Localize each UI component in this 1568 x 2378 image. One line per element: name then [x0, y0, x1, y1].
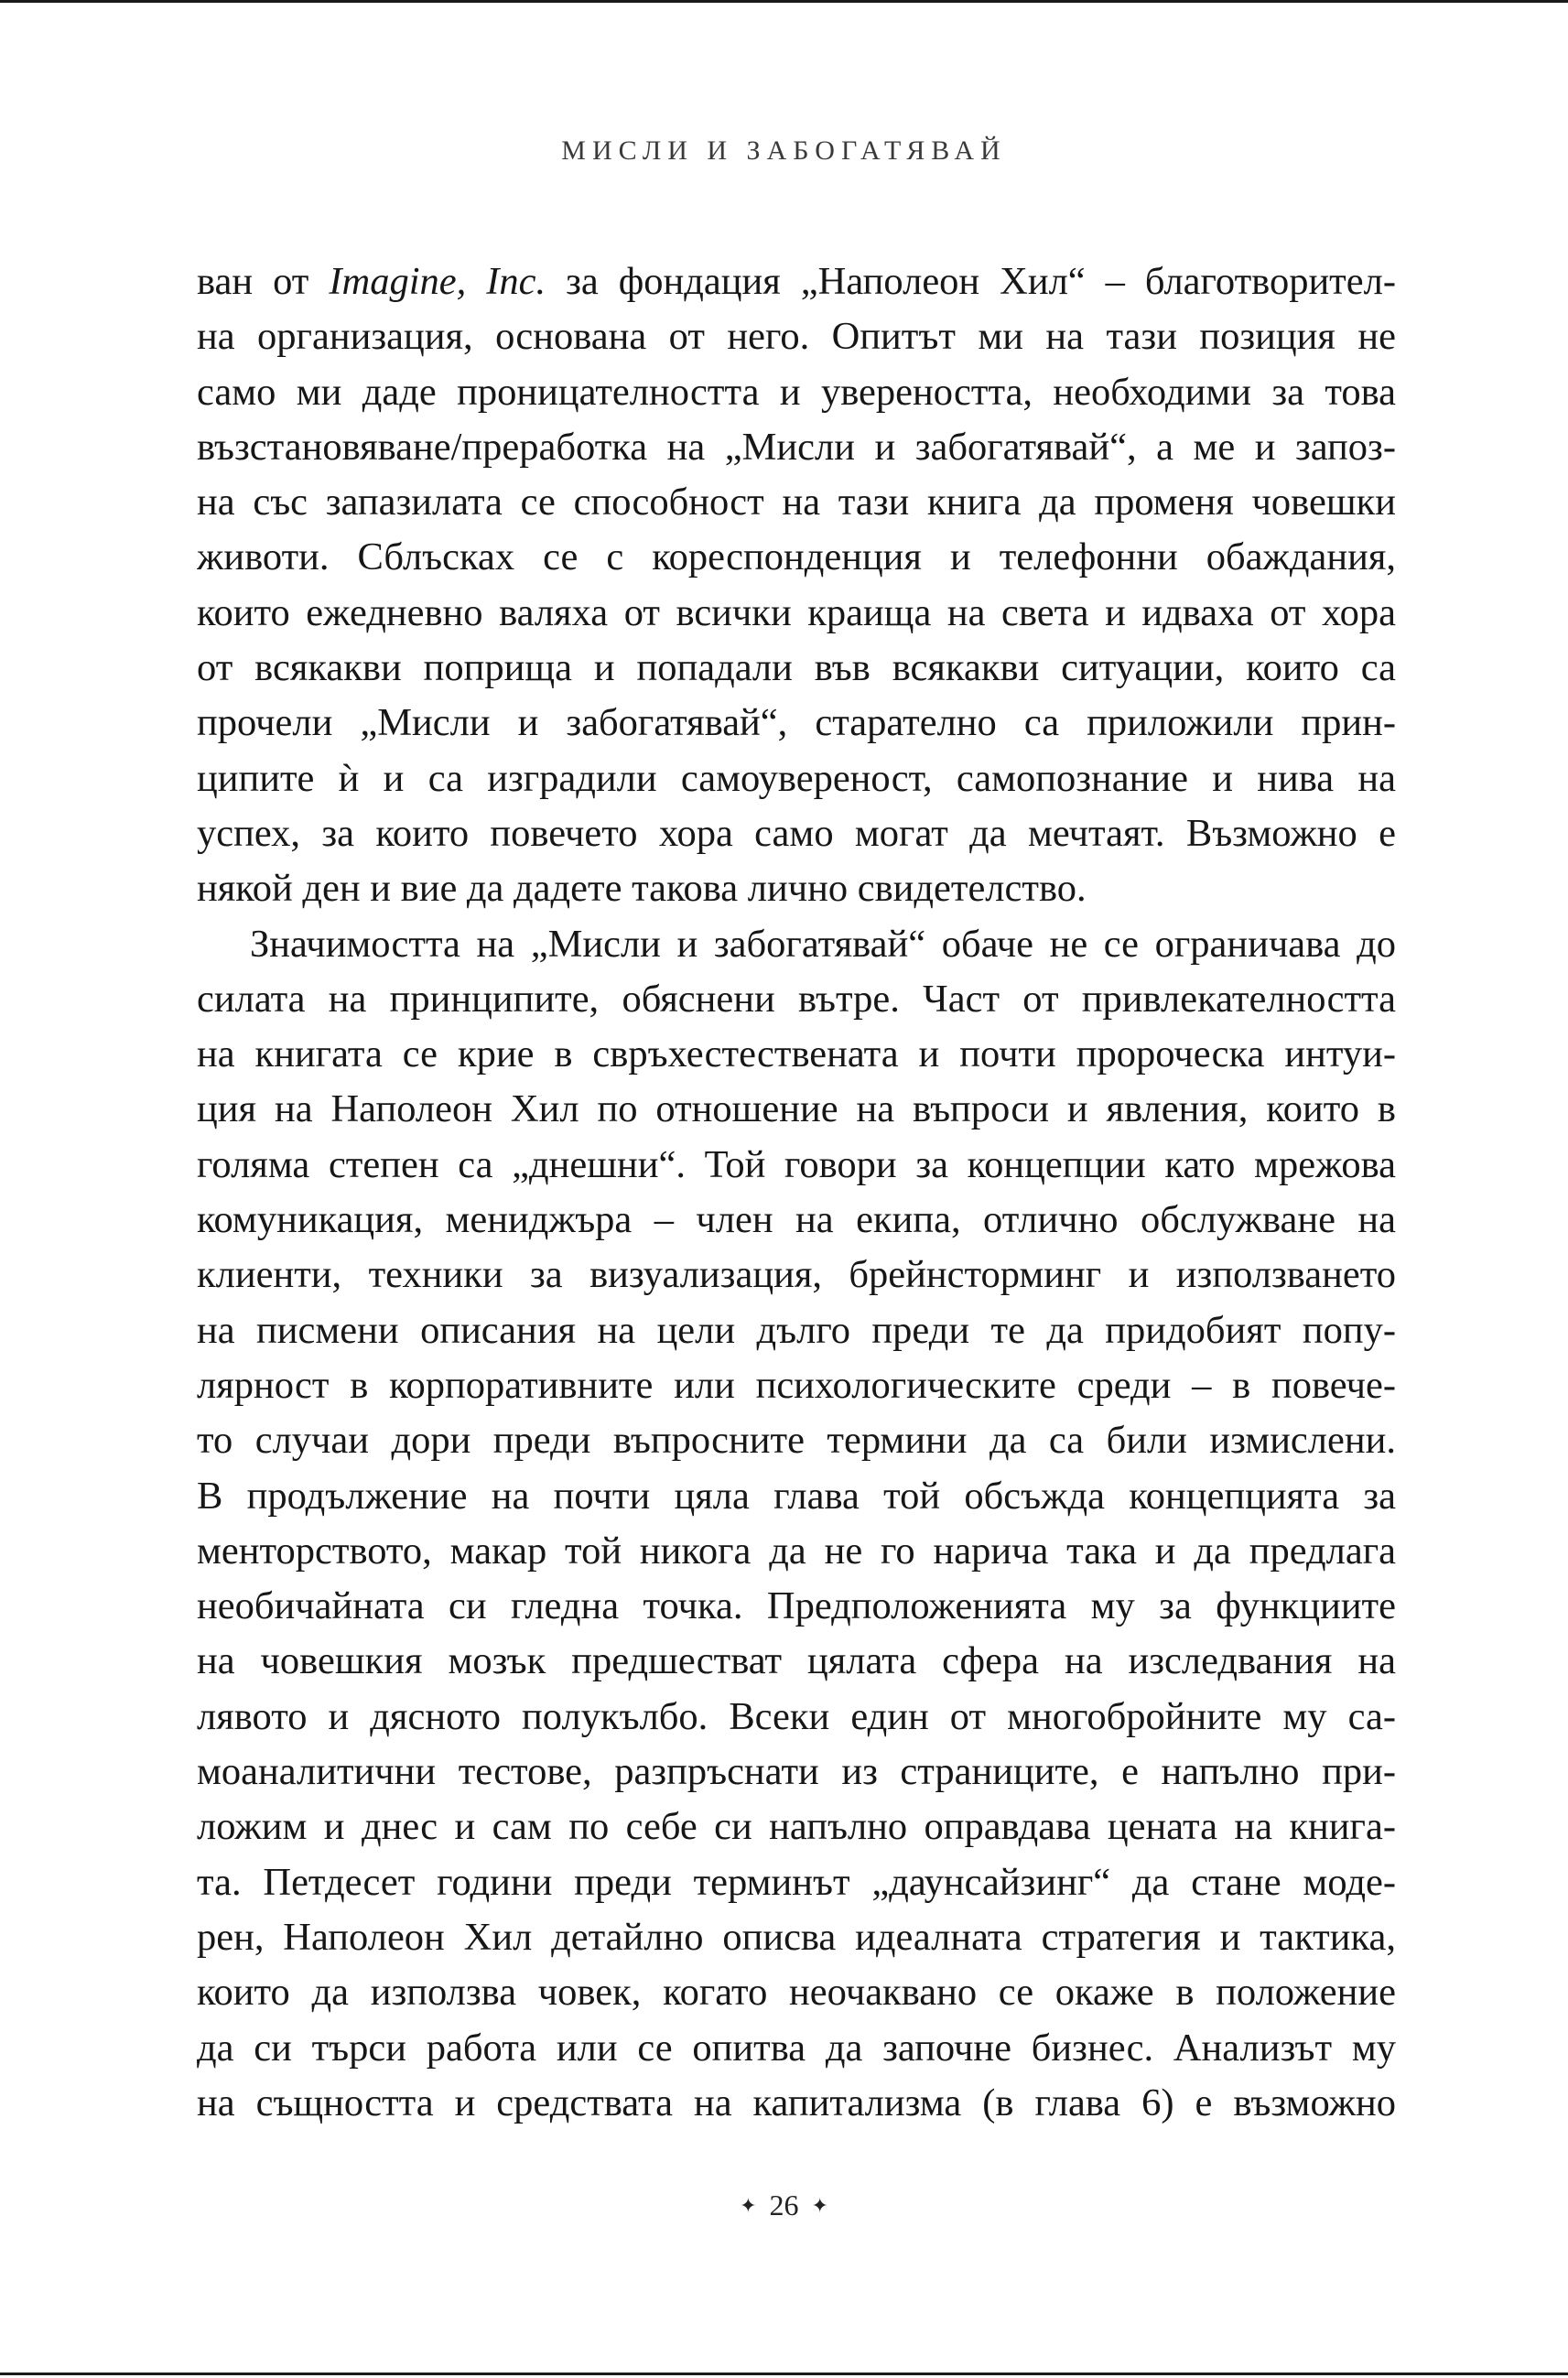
page-number: 26 [769, 2189, 799, 2221]
text-line: възстановяване/преработка на „Мисли и забогатявай“, а ме и запоз- [197, 425, 1396, 469]
page-footer [0, 2189, 1568, 2222]
running-header: МИСЛИ И ЗАБОГАТЯВАЙ [561, 135, 1007, 166]
text-line: В продължение на почти цяла глава той обсъжда концепцията за [197, 1474, 1396, 1518]
text-span: ван от [197, 260, 330, 303]
text-line: клиенти, техники за визуализация, брейнсторминг и използването [197, 1253, 1396, 1297]
text-line: да си търси работа или се опитва да започне бизнес. Анализът му [197, 2026, 1396, 2070]
text-line: прочели „Мисли и забогатявай“, старателно са приложили прин- [197, 701, 1396, 745]
text-line: комуникация, мениджъра – член на екипа, отлично обслужване на [197, 1198, 1396, 1242]
text-line: ложим и днес и сам по себе си напълно оправдава цената на книга- [197, 1805, 1396, 1849]
text-line: които ежедневно валяха от всички краища на света и идваха от хора [197, 590, 1396, 634]
text-line: лярност в корпоративните или психологическите среди – в повече- [197, 1363, 1396, 1407]
text-line: рен, Наполеон Хил детайлно описва идеалната стратегия и тактика, [197, 1915, 1396, 1959]
text-line: на писмени описания на цели дълго преди те да придобият попу- [197, 1308, 1396, 1352]
text-line: необичайната си гледна точка. Предположенията му за функциите [197, 1584, 1396, 1628]
text-line: животи. Сблъсках се с кореспонденция и телефонни обаждания, [197, 535, 1396, 579]
text-line: моаналитични тестове, разпръснати из страниците, е напълно при- [197, 1750, 1396, 1794]
paragraph-first-line: Значимостта на „Мисли и забогатявай“ обаче не се ограничава до [250, 922, 1396, 966]
text-line: ципите ѝ и са изградили самоувереност, самопознание и нива на [197, 756, 1396, 800]
text-line: само ми даде проницателността и увереността, необходими за това [197, 370, 1396, 414]
text-line: то случаи дори преди въпросните термини да са били измислени. [197, 1419, 1396, 1463]
text-line: на книгата се крие в свръхестествената и почти пророческа интуи- [197, 1032, 1396, 1076]
italic-company-name: Imagine, Inc. [329, 260, 546, 303]
text-line: някой ден и вие да дадете такова лично свидетелство. [197, 867, 1087, 911]
text-line: които да използва човек, когато неочаквано се окаже в положение [197, 1971, 1396, 2015]
text-line [197, 254, 1396, 309]
bottom-border-line [0, 2373, 1568, 2375]
text-line: успех, за които повечето хора само могат да мечтаят. Възможно е [197, 811, 1396, 855]
text-line: та. Петдесет години преди терминът „даунсайзинг“ да стане моде- [197, 1860, 1396, 1904]
ornament-left-icon: ✦ [740, 2194, 757, 2217]
text-line: ция на Наполеон Хил по отношение на въпроси и явления, които в [197, 1087, 1396, 1131]
text-line: лявото и дясното полукълбо. Всеки един от многобройните му са- [197, 1694, 1396, 1738]
text-line: силата на принципите, обяснени вътре. Част от привлекателността [197, 977, 1396, 1021]
text-line: менторството, макар той никога да не го нарича така и да предлага [197, 1529, 1396, 1573]
body-text [197, 254, 1396, 2131]
text-line: на организация, основана от него. Опитът ми на тази позиция не [197, 315, 1396, 359]
text-span: за фондация „Наполеон Хил“ – благотворител- [546, 260, 1396, 303]
ornament-right-icon: ✦ [811, 2194, 828, 2217]
text-line: голяма степен са „днешни“. Той говори за концепции като мрежова [197, 1142, 1396, 1186]
top-border-line [0, 0, 1568, 3]
text-line: на същността и средствата на капитализма (в глава 6) е възможно [197, 2081, 1396, 2124]
text-line: от всякакви поприща и попадали във всякакви ситуации, които са [197, 646, 1396, 690]
text-line: на човешкия мозък предшестват цялата сфера на изследвания на [197, 1639, 1396, 1683]
text-line: на със запазилата се способност на тази книга да променя човешки [197, 481, 1396, 524]
